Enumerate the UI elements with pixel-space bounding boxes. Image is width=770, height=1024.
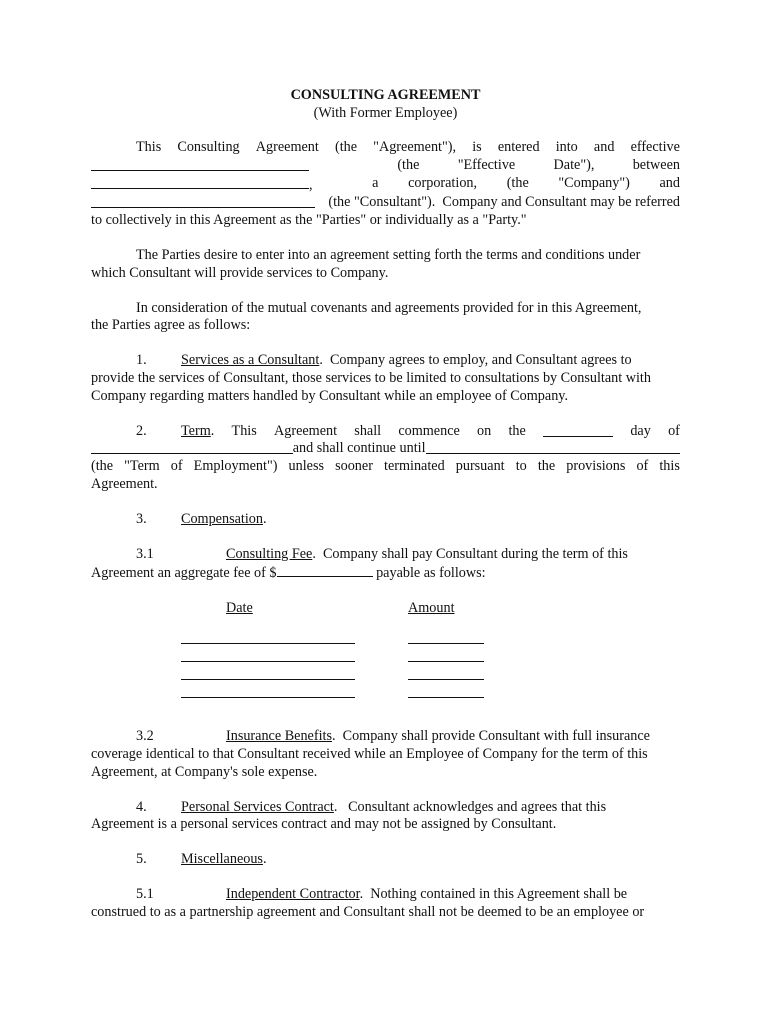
word: of xyxy=(170,458,183,475)
date-field-1[interactable] xyxy=(181,643,355,644)
word: entered xyxy=(497,139,540,155)
word: Agreement xyxy=(255,139,319,155)
section-3 xyxy=(91,511,680,529)
section-5-heading-line xyxy=(91,851,680,869)
word: This xyxy=(136,139,162,155)
section-heading: Insurance Benefits xyxy=(226,728,332,745)
word: (the xyxy=(506,174,529,191)
section-heading: Independent Contractor xyxy=(226,885,360,902)
word: (the xyxy=(91,458,114,475)
amount-field-3[interactable] xyxy=(408,679,484,680)
intro-line-3 xyxy=(91,175,680,195)
section-1-heading-line xyxy=(91,352,632,370)
word: "Effective xyxy=(457,156,516,173)
section-5-1-line-2: construed to as a partnership agreement and Consultant shall not be deemed to be an employee or xyxy=(91,903,645,920)
section-3-heading-line xyxy=(91,511,680,529)
date-field-4[interactable] xyxy=(181,697,355,698)
intro-line-2 xyxy=(91,157,680,175)
word: on xyxy=(477,422,492,439)
effective-date-blank[interactable] xyxy=(91,157,309,171)
fee-text: Agreement an aggregate fee of $ xyxy=(91,565,277,582)
section-heading: Services as a Consultant xyxy=(181,352,320,369)
intro-line-1 xyxy=(91,139,680,157)
section-3-1 xyxy=(91,546,680,717)
intro-line-4 xyxy=(91,194,680,212)
word: and xyxy=(659,174,680,191)
word: of xyxy=(668,422,680,439)
word: shall xyxy=(354,422,382,439)
section-text: . Company agrees to employ, and Consultant agrees to xyxy=(319,352,632,369)
section-number: 1. xyxy=(136,352,147,369)
word: sooner xyxy=(335,458,373,475)
word: to xyxy=(515,458,527,475)
section-3-1-line-1 xyxy=(91,546,680,564)
word: "Company") xyxy=(558,174,630,191)
word: terminated xyxy=(384,458,445,475)
section-heading: Miscellaneous xyxy=(181,851,263,868)
consideration-line-1: In consideration of the mutual covenants and agreements provided for in this Agreement, xyxy=(136,299,642,316)
section-1 xyxy=(91,352,680,405)
word: between xyxy=(632,156,680,173)
section-2-line-2 xyxy=(91,440,680,458)
section-number: 3.2 xyxy=(136,728,154,745)
amount-field-2[interactable] xyxy=(408,661,484,662)
word: and xyxy=(593,139,615,155)
end-date-blank[interactable] xyxy=(426,440,680,454)
company-name-group xyxy=(91,175,313,195)
section-heading: Term xyxy=(181,422,211,439)
section-3-2-line-2: coverage identical to that Consultant received while an Employee of Company for the term of this xyxy=(91,745,648,762)
section-3-2-line-3: Agreement, at Company's sole expense. xyxy=(91,763,318,780)
fee-schedule-table xyxy=(181,600,680,716)
section-number: 4. xyxy=(136,798,147,815)
word: (the xyxy=(334,139,358,155)
word: commence xyxy=(398,422,460,439)
section-4-heading-line xyxy=(91,799,606,817)
section-2-heading-group xyxy=(91,423,214,441)
word: Date"), xyxy=(553,156,595,173)
word: provisions xyxy=(566,458,626,475)
desire-line-1: The Parties desire to enter into an agreement setting forth the terms and conditions under xyxy=(136,246,641,263)
word: is xyxy=(472,139,482,155)
section-1-line-1 xyxy=(91,352,680,370)
section-text: . Nothing contained in this Agreement shall be xyxy=(359,885,628,902)
date-column-header: Date xyxy=(226,600,253,617)
section-number: 5. xyxy=(136,851,147,868)
date-field-3[interactable] xyxy=(181,679,355,680)
document-title: CONSULTING AGREEMENT xyxy=(290,87,481,103)
section-1-line-2: provide the services of Consultant, those services to be limited to consultations by Consultant with xyxy=(91,369,651,386)
desire-paragraph xyxy=(91,247,680,283)
word: day xyxy=(630,422,651,439)
word: of xyxy=(636,458,649,475)
section-5 xyxy=(91,851,680,869)
word: Agreement xyxy=(274,422,338,439)
section-heading: Personal Services Contract xyxy=(181,798,334,815)
section-4-line-1 xyxy=(91,799,680,817)
word: the xyxy=(508,422,526,439)
start-date-blank[interactable] xyxy=(91,440,293,454)
word: unless xyxy=(288,458,325,475)
section-text: . Company shall provide Consultant with full insurance xyxy=(331,728,650,745)
section-2-line-3 xyxy=(91,458,680,476)
word: This xyxy=(231,422,257,439)
word: "Agreement"), xyxy=(373,139,457,155)
word: into xyxy=(555,139,578,155)
period: . xyxy=(262,851,267,868)
section-5-1 xyxy=(91,886,680,922)
section-number: 3.1 xyxy=(136,545,154,562)
section-heading: Consulting Fee xyxy=(226,545,313,562)
word: a xyxy=(372,174,379,191)
amount-column-header: Amount xyxy=(408,600,455,617)
consultant-name-blank[interactable] xyxy=(91,194,315,208)
intro-line-5: to collectively in this Agreement as the "Parties" or individually as a "Party." xyxy=(91,212,527,229)
section-3-1-line-2 xyxy=(91,563,680,583)
section-heading: Compensation xyxy=(181,510,263,527)
consideration-line-2: the Parties agree as follows: xyxy=(91,317,251,334)
intro-paragraph xyxy=(91,139,680,230)
section-3-1-heading-line xyxy=(91,546,628,564)
amount-field-4[interactable] xyxy=(408,697,484,698)
section-5-1-heading-line xyxy=(91,886,627,904)
word: , xyxy=(309,176,313,193)
section-2-continue-text: and shall continue until xyxy=(292,440,426,457)
consideration-paragraph xyxy=(91,300,680,336)
word: pursuant xyxy=(455,458,505,475)
section-number: 3. xyxy=(136,510,147,527)
start-day-blank[interactable] xyxy=(543,423,613,437)
fee-text-tail: payable as follows: xyxy=(372,565,486,582)
word: corporation, xyxy=(408,174,478,191)
section-4-line-2: Agreement is a personal services contract and may not be assigned by Consultant. xyxy=(91,816,557,833)
aggregate-fee-blank[interactable] xyxy=(277,563,373,577)
date-field-2[interactable] xyxy=(181,661,355,662)
section-text: . Company shall pay Consultant during the term of this xyxy=(312,545,628,562)
section-3-2 xyxy=(91,728,680,781)
section-2 xyxy=(91,423,680,494)
word: Consulting xyxy=(177,139,240,155)
document-subtitle: (With Former Employee) xyxy=(313,105,458,121)
document-page xyxy=(91,86,680,922)
section-2-line-1 xyxy=(91,423,680,441)
desire-line-2: which Consultant will provide services to Company. xyxy=(91,264,389,281)
period: . xyxy=(262,510,267,527)
section-3-2-line-1 xyxy=(91,728,680,746)
period: . xyxy=(210,422,215,439)
section-number: 2. xyxy=(136,422,147,439)
section-5-1-line-1 xyxy=(91,886,680,904)
word: the xyxy=(537,458,556,475)
intro-line-4-text: (the "Consultant"). Company and Consultant may be referred xyxy=(328,194,680,211)
word: (the xyxy=(397,156,420,173)
section-number: 5.1 xyxy=(136,885,154,902)
section-2-line-4: Agreement. xyxy=(91,475,158,492)
word: this xyxy=(659,458,680,475)
word: effective xyxy=(630,139,680,155)
section-3-2-heading-line xyxy=(91,728,650,746)
section-4 xyxy=(91,799,680,835)
word: "Term xyxy=(124,458,160,475)
section-1-line-3: Company regarding matters handled by Consultant while an employee of Company. xyxy=(91,387,569,404)
amount-field-1[interactable] xyxy=(408,643,484,644)
company-name-blank[interactable] xyxy=(91,175,309,189)
section-text: . Consultant acknowledges and agrees that this xyxy=(333,798,607,815)
word: Employment") xyxy=(193,458,278,475)
